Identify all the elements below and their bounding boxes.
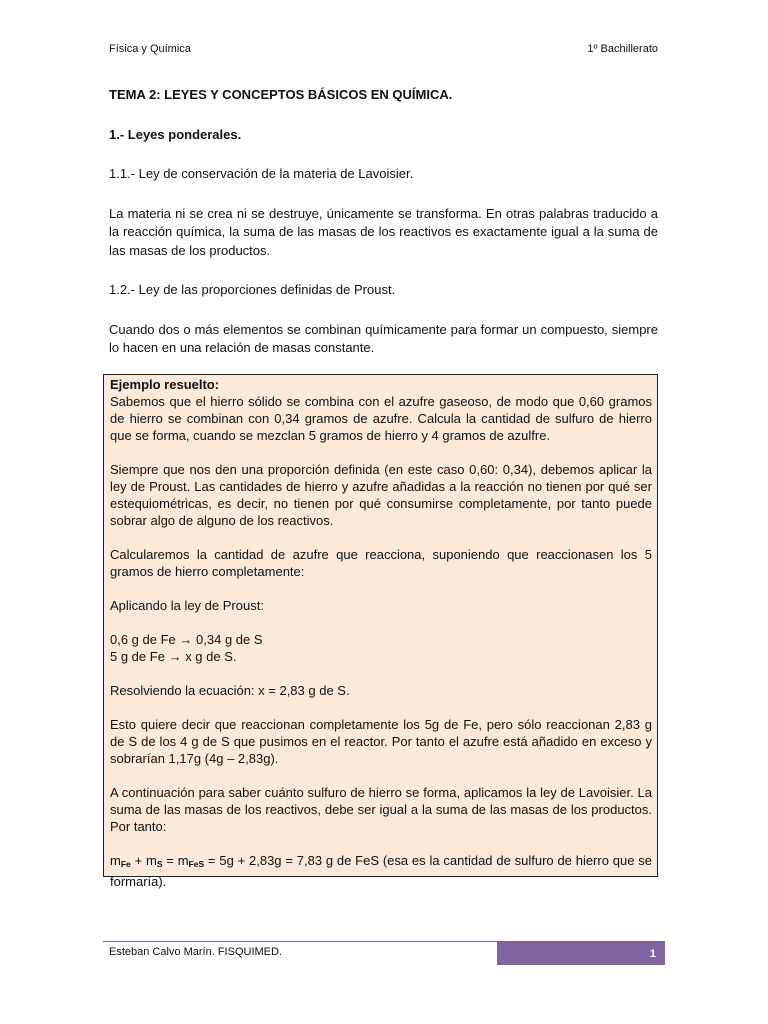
- section-heading: 1.- Leyes ponderales.: [109, 126, 242, 142]
- page-number-box: [497, 942, 665, 965]
- example-explanation: Siempre que nos den una proporción definida (en este caso 0,60: 0,34), debemos aplicar la ley de Proust. Las cantidades de hierro y azufre añadidas a la reacción no tienen por qué ser estequiométricas, es decir, no tienen por qué consumirse completamente, por tanto puede sobrar algo de alguno de los reactivos.: [110, 462, 652, 528]
- arrow-right-icon: →: [179, 632, 193, 647]
- example-step-proust: Aplicando la ley de Proust:: [110, 598, 264, 613]
- subsection-heading-proust: 1.2.- Ley de las proporciones definidas de Proust.: [109, 282, 396, 297]
- example-statement: Sabemos que el hierro sólido se combina con el azufre gaseoso, de modo que 0,60 gramos de hierro se combinan con 0,34 gramos de azufre. Calcula la cantidad de sulfuro de hierro que se forma, cuando se mezclan 5 gramos de hierro y 4 gramos de azulfre.: [110, 394, 652, 443]
- example-title: Ejemplo resuelto:: [110, 377, 220, 392]
- document-body: [109, 86, 658, 379]
- equation-line-2: [110, 648, 652, 665]
- worked-example-box: [103, 374, 658, 889]
- header-course: 1º Bachillerato: [587, 43, 658, 55]
- example-final-result: $m_{Fe} + m_S = m_{FeS} = 5g + 2,83g = 7,83$ g de FeS (esa es la cantidad de sulfuro de hierro que se formaría).: [110, 853, 652, 889]
- example-lavoisier-step: A continuación para saber cuánto sulfuro de hierro se forma, aplicamos la ley de Lavoisier. La suma de las masas de los reactivos, debe ser igual a la suma de las masas de los productos. Por tanto:: [110, 785, 652, 834]
- eq1-left: 0,6 g de Fe: [110, 632, 176, 647]
- paragraph-proust: Cuando dos o más elementos se combinan químicamente para formar un compuesto, siempre lo hacen en una relación de masas constante.: [109, 321, 658, 355]
- equation-line-1: [110, 631, 652, 648]
- header-subject: Física y Química: [109, 43, 191, 55]
- paragraph-lavoisier: La materia ni se crea ni se destruye, únicamente se transforma. En otras palabras traducido a la reacción química, la suma de las masas de los reactivos es exactamente igual a la suma de las masas de los productos.: [109, 205, 658, 258]
- example-interpretation: Esto quiere decir que reaccionan completamente los 5g de Fe, pero sólo reaccionan 2,83 g de S de los 4 g de S que pusimos en el reactor. Por tanto el azufre está añadido en exceso y sobrarían 1,17g (4g – 2,83g).: [110, 717, 652, 766]
- eq1-right: 0,34 g de S: [196, 632, 263, 647]
- page-title: TEMA 2: LEYES Y CONCEPTOS BÁSICOS EN QUÍMICA.: [109, 87, 453, 102]
- eq2-right: x g de S.: [185, 649, 237, 664]
- example-solution: Resolviendo la ecuación: x = 2,83 g de S.: [110, 683, 350, 698]
- footer-author: Esteban Calvo Marín. FISQUIMED.: [109, 946, 282, 958]
- example-step-calc: Calcularemos la cantidad de azufre que reacciona, suponiendo que reaccionasen los 5 gramos de hierro completamente:: [110, 547, 652, 579]
- arrow-right-icon: →: [168, 649, 182, 664]
- eq2-left: 5 g de Fe: [110, 649, 165, 664]
- subsection-heading-lavoisier: 1.1.- Ley de conservación de la materia de Lavoisier.: [109, 166, 414, 181]
- page-number: 1: [649, 947, 656, 960]
